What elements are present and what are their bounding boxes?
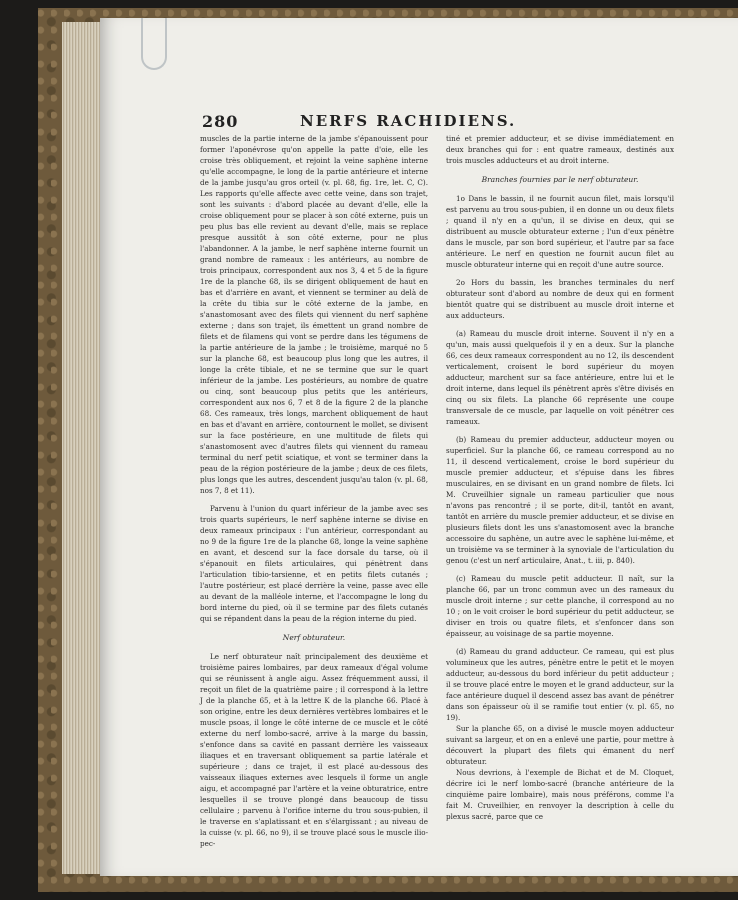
right-column [446, 133, 674, 822]
paragraph: 1o Dans le bassin, il ne fournit aucun filet, mais lorsqu'il est parvenu au trou sous-pubien, il en donne un ou deux filets ; quand il n'y en a qu'un, il se divise en deux, qui se distribuent au muscle obturateur externe ; l'un d'eux pénètre dans le muscle, par son bord supérieur, et l'autre par sa face antérieure. Le nerf en question ne fournit aucun filet au muscle obturateur interne qui en reçoit d'une autre source. [446, 194, 674, 269]
paragraph: Parvenu à l'union du quart inférieur de la jambe avec ses trois quarts supérieurs, le nerf saphène interne se divise en deux rameaux principaux : l'un antérieur, correspondant au no 9 de la figure 1re de la planche 68, longe la veine saphène en avant, et descend sur la face dorsale du tarse, où il s'épanouit en filets articulaires, qui pénètrent dans l'articulation tibio-tarsienne, et en petits filets cutanés ; l'autre postérieur, est placé derrière la veine, passe avec elle au devant de la malléole interne, et l'accompagne le long du bord interne du pied, où il se termine par des filets cutanés qui se répandent dans la peau de la région interne du pied. [200, 504, 428, 623]
left-column [200, 133, 428, 849]
paragraph: (b) Rameau du premier adducteur, adducteur moyen ou superficiel. Sur la planche 66, ce rameau correspond au no 11, il descend verticalement, croise le bord supérieur du muscle premier adducteur, et s'épuise dans les fibres musculaires, en se divisant en un grand nombre de filets. Ici M. Cruveilhier signale un rameau particulier que nous n'avons pas rencontré ; il se porte, dit-il, tantôt en avant, tantôt en arrière du muscle premier adducteur, et se divise en plusieurs filets dont les uns s'anastomosent avec la branche accessoire du saphène, un autre avec le saphène lui-même, et un troisième va se terminer à la synoviale de l'articulation du genou (c'est un nerf articulaire, Anat., t. iii, p. 840). [446, 435, 674, 565]
page-number: 280 [202, 112, 239, 131]
section-heading: Nerf obturateur. [282, 633, 346, 642]
paragraph: Nous devrions, à l'exemple de Bichat et de M. Cloquet, décrire ici le nerf lombo-sacré (branche antérieure de la cinquième paire lombaire), mais nous préférons, comme l'a fait M. Cruveilhier, en renvoyer la description à celle du plexus sacré, parce que ce [446, 768, 674, 821]
page-header [0, 112, 738, 132]
paragraph: 2o Hors du bassin, les branches terminales du nerf obturateur sont d'abord au nombre de deux qui en forment bientôt quatre qui se distribuent au muscle droit interne et aux adducteurs. [446, 278, 674, 320]
paragraph: Sur la planche 65, on a divisé le muscle moyen adducteur suivant sa largeur, et on en a enlevé une partie, pour mettre à découvert la plupart des filets qui émanent du nerf obturateur. [446, 724, 674, 766]
running-title: NERFS RACHIDIENS. [300, 112, 517, 130]
page-clip-icon [141, 18, 167, 70]
paragraph: (a) Rameau du muscle droit interne. Souvent il n'y en a qu'un, mais aussi quelquefois il y en a deux. Sur la planche 66, ces deux rameaux correspondent au no 12, ils descendent verticalement, croisent le bord supérieur du moyen adducteur, marchent sur sa face antérieure, entre lui et le droit interne, dans lequel ils pénètrent après s'être divisés en cinq ou six filets. La planche 66 représente une coupe transversale de ce muscle, par laquelle on voit pénétrer ces rameaux. [446, 329, 674, 426]
section-heading: Branches fournies par le nerf obturateur. [481, 175, 639, 184]
paragraph: (c) Rameau du muscle petit adducteur. Il naît, sur la planche 66, par un tronc commun avec un des rameaux du muscle droit interne ; sur cette planche, il correspond au no 10 ; on le voit croiser le bord supérieur du petit adducteur, se diviser en trois ou quatre filets, et s'enfoncer dans son épaisseur, au voisinage de sa partie moyenne. [446, 574, 674, 638]
paragraph: tiné et premier adducteur, et se divise immédiatement en deux branches qui for : ent quatre rameaux, destinés aux trois muscles adducteurs et au droit interne. [446, 134, 674, 165]
paragraph: Le nerf obturateur naît principalement des deuxième et troisième paires lombaires, par deux rameaux d'égal volume qui se réunissent à angle aigu. Assez fréquemment aussi, il reçoit un filet de la quatrième paire ; il correspond à la lettre J de la planche 65, et à la lettre K de la planche 66. Placé à son origine, entre les deux dernières vertèbres lombaires et le muscle psoas, il longe le côté interne de ce muscle et le côté externe du nerf lombo-sacré, arrive à la marge du bassin, s'enfonce dans sa cavité en passant derrière les vaisseaux iliaques et en traversant obliquement sa partie latérale et supérieure ; dans ce trajet, il est placé au-dessous des vaisseaux iliaques externes avec lesquels il forme un angle aigu, et accompagné par l'artère et la veine obturatrice, entre lesquelles il se trouve plongé dans beaucoup de tissu cellulaire ; parvenu à l'orifice interne du trou sous-pubien, il le traverse en s'aplatissant et en s'élargissant ; au niveau de la cuisse (v. pl. 66, no 9), il se trouve placé sous le muscle ilio-pec- [200, 652, 428, 848]
paragraph: (d) Rameau du grand adducteur. Ce rameau, qui est plus volumineux que les autres, pénètre entre le petit et le moyen adducteur, au-dessous du bord inférieur du petit adducteur ; il se trouve placé entre le moyen et le grand adducteur, sur la face antérieure duquel il descend assez bas avant de pénétrer dans son épaisseur où il se ramifie tout entier (v. pl. 65, no 19). [446, 647, 674, 722]
paragraph: muscles de la partie interne de la jambe s'épanouissent pour former l'aponévrose qu'on appelle la patte d'oie, elle les croise très obliquement, et rejoint la veine saphène interne qu'elle accompagne, le long de la partie antérieure et interne de la jambe jusqu'au gros orteil (v. pl. 68, fig. 1re, let. C, C). Les rapports qu'elle affecte avec cette veine, dans son trajet, sont les suivants : d'abord placée au devant d'elle, elle la croise obliquement pour se placer à son côté externe, puis un peu plus bas elle revient au devant d'elle, mais se replace presque aussitôt à son côté externe, pour ne plus l'abandonner. A la jambe, le nerf saphène interne fournit un grand nombre de rameaux : les antérieurs, au nombre de trois principaux, correspondent aux nos 3, 4 et 5 de la figure 1re de la planche 68, ils se dirigent obliquement de haut en bas et d'arrière en avant, et viennent se terminer au delà de la crête du tibia sur le côté externe de la jambe, en s'anastomosant avec des filets qui viennent du nerf saphène externe ; dans son trajet, ils émettent un grand nombre de filets et de filamens qui vont se perdre dans les tégumens de la partie antérieure de la jambe ; le troisième, marqué no 5 sur la planche 68, est beaucoup plus long que les autres, il longe la crête tibiale, et ne se termine que sur le quart inférieur de la jambe. Les postérieurs, au nombre de quatre ou cinq, sont beaucoup plus petits que les antérieurs, correspondent aux nos 6, 7 et 8 de la figure 2 de la planche 68. Ces rameaux, très longs, marchent obliquement de haut en bas et d'avant en arrière, contournent le mollet, se divisent sur la face postérieure, en une multitude de filets qui s'anastomosent avec d'autres filets qui viennent du rameau terminal du nerf petit sciatique, et vont se terminer dans la peau de la région postérieure de la jambe ; deux de ces filets, plus longs que les autres, descendent jusqu'au talon (v. pl. 68, nos 7, 8 et 11). [200, 134, 428, 495]
